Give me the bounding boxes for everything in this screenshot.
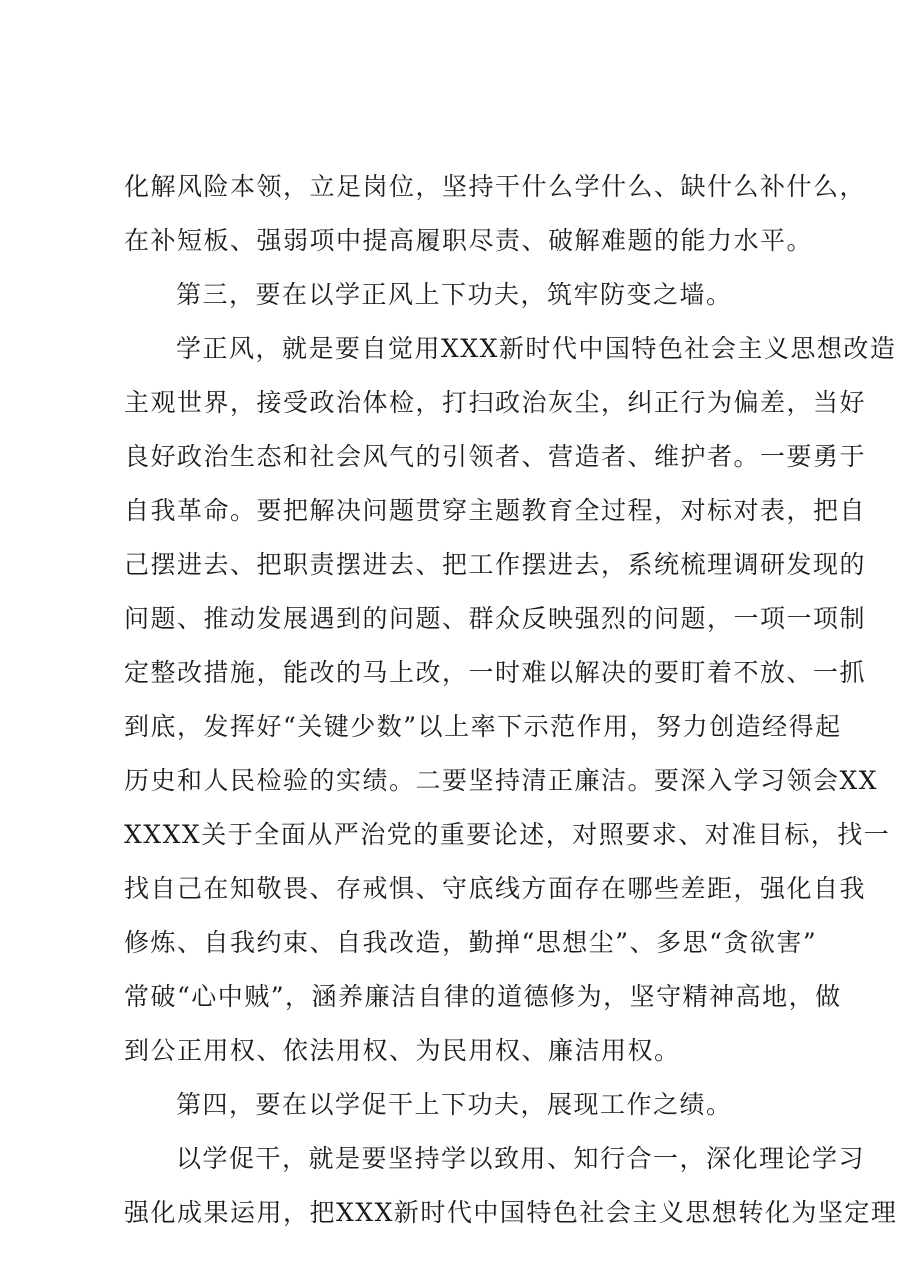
text-line: 己摆进去、把职责摆进去、把工作摆进去，系统梳理调研发现的	[124, 550, 867, 579]
text-line: 修炼、自我约束、自我改造，勤掸“思想尘”、多思“贪欲害”	[124, 928, 818, 957]
text-line: 问题、推动发展遇到的问题、群众反映强烈的问题，一项一项制	[124, 604, 867, 633]
text-line: 常破“心中贼”，涵养廉洁自律的道德修为，坚守精神高地，做	[124, 982, 842, 1011]
text-line: 自我革命。要把解决问题贯穿主题教育全过程，对标对表，把自	[124, 496, 867, 525]
text-line: 化解风险本领，立足岗位，坚持干什么学什么、缺什么补什么，	[124, 172, 867, 201]
text-line: 在补短板、强弱项中提高履职尽责、破解难题的能力水平。	[124, 226, 814, 255]
text-line: 历史和人民检验的实绩。二要坚持清正廉洁。要深入学习领会XX	[124, 766, 879, 795]
text-line: 找自己在知敬畏、存戒惧、守底线方面存在哪些差距，强化自我	[124, 874, 867, 903]
text-line: 良好政治生态和社会风气的引领者、营造者、维护者。一要勇于	[124, 442, 867, 471]
body-text	[124, 160, 898, 1240]
text-line: XXXX关于全面从严治党的重要论述，对照要求、对准目标，找一	[124, 820, 891, 849]
section-heading: 第三，要在以学正风上下功夫，筑牢防变之墙。	[176, 280, 733, 309]
text-line: 以学促干，就是要坚持学以致用、知行合一，深化理论学习	[176, 1144, 866, 1173]
section-heading: 第四，要在以学促干上下功夫，展现工作之绩。	[176, 1090, 733, 1119]
text-line: 到底，发挥好“关键少数”以上率下示范作用，努力创造经得起	[124, 712, 842, 741]
text-line: 强化成果运用，把XXX新时代中国特色社会主义思想转化为坚定理	[124, 1198, 898, 1227]
text-line: 学正风，就是要自觉用XXX新时代中国特色社会主义思想改造	[176, 334, 897, 363]
text-line: 定整改措施，能改的马上改，一时难以解决的要盯着不放、一抓	[124, 658, 867, 687]
text-line: 到公正用权、依法用权、为民用权、廉洁用权。	[124, 1036, 681, 1065]
text-line: 主观世界，接受政治体检，打扫政治灰尘，纠正行为偏差，当好	[124, 388, 867, 417]
